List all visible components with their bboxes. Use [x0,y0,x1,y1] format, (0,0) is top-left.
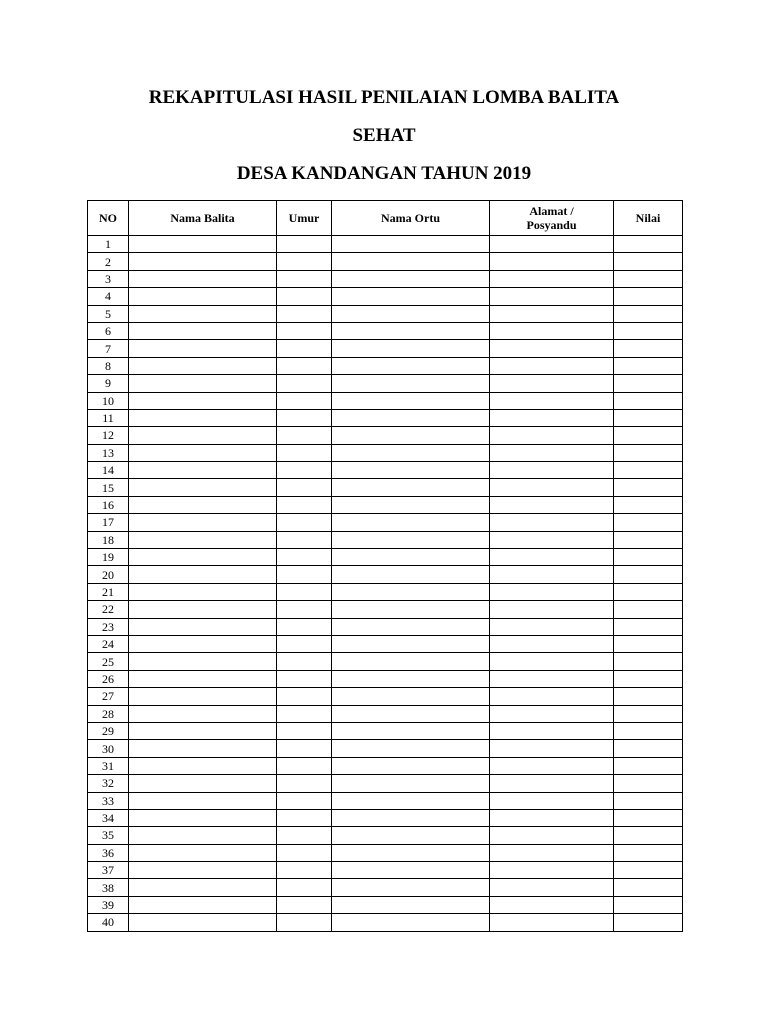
cell-alamat-posyandu [490,357,614,374]
cell-umur [277,583,332,600]
cell-nama-ortu [332,757,490,774]
cell-nama-balita [129,601,277,618]
table-row [88,253,683,270]
table-row [88,757,683,774]
cell-nama-ortu [332,409,490,426]
cell-alamat-posyandu [490,496,614,513]
cell-umur [277,427,332,444]
cell-alamat-posyandu [490,531,614,548]
recap-table [87,200,683,932]
cell-no: 13 [88,444,129,461]
cell-no: 11 [88,409,129,426]
cell-no: 34 [88,809,129,826]
cell-nama-ortu [332,392,490,409]
cell-nama-balita [129,340,277,357]
cell-alamat-posyandu [490,305,614,322]
cell-nilai [614,236,683,253]
cell-nama-ortu [332,549,490,566]
table-row [88,288,683,305]
table-row [88,392,683,409]
cell-alamat-posyandu [490,236,614,253]
cell-no: 8 [88,357,129,374]
header-alamat-posyandu [490,201,614,236]
cell-no: 35 [88,827,129,844]
cell-alamat-posyandu [490,375,614,392]
cell-alamat-posyandu [490,670,614,687]
cell-nama-ortu [332,322,490,339]
cell-alamat-posyandu [490,409,614,426]
cell-nilai [614,340,683,357]
cell-nama-balita [129,427,277,444]
cell-no: 22 [88,601,129,618]
cell-alamat-posyandu [490,479,614,496]
cell-umur [277,514,332,531]
cell-nama-ortu [332,879,490,896]
cell-nama-balita [129,479,277,496]
cell-alamat-posyandu [490,270,614,287]
cell-nilai [614,322,683,339]
cell-umur [277,236,332,253]
cell-umur [277,879,332,896]
cell-no: 15 [88,479,129,496]
cell-umur [277,844,332,861]
table-row [88,862,683,879]
table-row [88,566,683,583]
cell-nama-ortu [332,340,490,357]
cell-umur [277,531,332,548]
cell-no: 16 [88,496,129,513]
cell-nilai [614,583,683,600]
cell-alamat-posyandu [490,740,614,757]
cell-nama-balita [129,896,277,913]
cell-no: 25 [88,653,129,670]
cell-alamat-posyandu [490,322,614,339]
cell-alamat-posyandu [490,288,614,305]
header-nama-balita: Nama Balita [129,201,277,236]
document-title [0,84,768,183]
table-row [88,514,683,531]
table-row [88,409,683,426]
table-row [88,462,683,479]
cell-nilai [614,566,683,583]
cell-no: 26 [88,670,129,687]
table-row [88,775,683,792]
cell-nama-balita [129,531,277,548]
cell-alamat-posyandu [490,688,614,705]
cell-nama-ortu [332,914,490,931]
cell-no: 14 [88,462,129,479]
cell-nilai [614,705,683,722]
cell-nilai [614,844,683,861]
cell-umur [277,549,332,566]
cell-alamat-posyandu [490,549,614,566]
cell-no: 24 [88,635,129,652]
cell-nilai [614,653,683,670]
table-row [88,444,683,461]
cell-nama-balita [129,670,277,687]
cell-alamat-posyandu [490,635,614,652]
cell-alamat-posyandu [490,601,614,618]
table-row [88,618,683,635]
cell-alamat-posyandu [490,896,614,913]
cell-alamat-posyandu [490,792,614,809]
table-row [88,896,683,913]
cell-alamat-posyandu [490,914,614,931]
cell-no: 37 [88,862,129,879]
title-line-1: REKAPITULASI HASIL PENILAIAN LOMBA BALITA [148,87,620,108]
cell-umur [277,479,332,496]
cell-nilai [614,392,683,409]
cell-nama-ortu [332,635,490,652]
cell-umur [277,305,332,322]
cell-nama-ortu [332,375,490,392]
header-umur: Umur [277,201,332,236]
cell-alamat-posyandu [490,757,614,774]
cell-nama-ortu [332,288,490,305]
header-nama-ortu: Nama Ortu [332,201,490,236]
cell-no: 2 [88,253,129,270]
cell-nama-balita [129,392,277,409]
cell-no: 32 [88,775,129,792]
cell-no: 20 [88,566,129,583]
cell-nilai [614,688,683,705]
table-row [88,427,683,444]
cell-no: 9 [88,375,129,392]
cell-no: 31 [88,757,129,774]
cell-nama-ortu [332,896,490,913]
header-alamat-line-1: Alamat / [529,204,574,218]
header-nilai: Nilai [614,201,683,236]
cell-no: 1 [88,236,129,253]
header-no: NO [88,201,129,236]
cell-nilai [614,670,683,687]
cell-nilai [614,757,683,774]
cell-alamat-posyandu [490,844,614,861]
cell-nama-ortu [332,775,490,792]
cell-umur [277,862,332,879]
cell-nama-ortu [332,357,490,374]
cell-nilai [614,288,683,305]
cell-no: 7 [88,340,129,357]
cell-alamat-posyandu [490,722,614,739]
cell-nama-ortu [332,514,490,531]
cell-nama-ortu [332,670,490,687]
cell-alamat-posyandu [490,427,614,444]
cell-umur [277,809,332,826]
table-row [88,270,683,287]
cell-nama-ortu [332,566,490,583]
cell-alamat-posyandu [490,566,614,583]
cell-umur [277,653,332,670]
cell-nilai [614,775,683,792]
table-row [88,653,683,670]
cell-nilai [614,827,683,844]
cell-alamat-posyandu [490,653,614,670]
cell-nama-ortu [332,479,490,496]
cell-nama-balita [129,566,277,583]
cell-no: 39 [88,896,129,913]
table-row [88,792,683,809]
cell-nilai [614,514,683,531]
cell-alamat-posyandu [490,809,614,826]
cell-nama-ortu [332,496,490,513]
cell-umur [277,409,332,426]
cell-nama-balita [129,757,277,774]
cell-nama-balita [129,740,277,757]
cell-no: 12 [88,427,129,444]
cell-umur [277,357,332,374]
cell-no: 18 [88,531,129,548]
cell-nilai [614,601,683,618]
cell-alamat-posyandu [490,775,614,792]
cell-umur [277,462,332,479]
cell-no: 40 [88,914,129,931]
title-line-2: SEHAT [352,125,416,146]
cell-nilai [614,549,683,566]
cell-nilai [614,375,683,392]
table-row [88,479,683,496]
table-row [88,670,683,687]
cell-nilai [614,462,683,479]
cell-nilai [614,792,683,809]
cell-nama-balita [129,583,277,600]
cell-nilai [614,496,683,513]
cell-nama-balita [129,827,277,844]
cell-alamat-posyandu [490,462,614,479]
cell-nama-balita [129,305,277,322]
cell-nama-balita [129,462,277,479]
cell-nama-ortu [332,809,490,826]
cell-nama-ortu [332,253,490,270]
cell-no: 30 [88,740,129,757]
cell-nilai [614,253,683,270]
cell-nama-ortu [332,462,490,479]
cell-umur [277,757,332,774]
cell-nama-balita [129,288,277,305]
cell-nama-balita [129,862,277,879]
cell-nama-balita [129,444,277,461]
table-header-row [88,201,683,236]
cell-umur [277,601,332,618]
cell-nama-balita [129,879,277,896]
cell-nama-balita [129,496,277,513]
cell-nilai [614,444,683,461]
table-body [88,236,683,932]
cell-nama-balita [129,236,277,253]
table-row [88,322,683,339]
cell-nama-balita [129,775,277,792]
cell-umur [277,722,332,739]
cell-no: 10 [88,392,129,409]
cell-nama-balita [129,375,277,392]
cell-umur [277,740,332,757]
cell-nama-balita [129,653,277,670]
cell-umur [277,775,332,792]
cell-nama-balita [129,409,277,426]
cell-nama-balita [129,722,277,739]
cell-alamat-posyandu [490,514,614,531]
cell-nama-ortu [332,740,490,757]
table-row [88,722,683,739]
cell-nama-ortu [332,531,490,548]
cell-umur [277,688,332,705]
cell-nama-ortu [332,270,490,287]
cell-nama-ortu [332,844,490,861]
cell-nama-ortu [332,618,490,635]
cell-nama-balita [129,635,277,652]
cell-no: 5 [88,305,129,322]
cell-umur [277,827,332,844]
table-row [88,914,683,931]
cell-umur [277,566,332,583]
cell-no: 19 [88,549,129,566]
cell-nama-ortu [332,688,490,705]
cell-nama-balita [129,253,277,270]
table-row [88,827,683,844]
cell-nama-ortu [332,653,490,670]
cell-no: 3 [88,270,129,287]
cell-no: 27 [88,688,129,705]
table-row [88,601,683,618]
cell-no: 36 [88,844,129,861]
cell-umur [277,392,332,409]
cell-nama-balita [129,514,277,531]
cell-nama-ortu [332,236,490,253]
cell-no: 38 [88,879,129,896]
cell-nilai [614,896,683,913]
cell-alamat-posyandu [490,444,614,461]
table-row [88,635,683,652]
cell-nama-balita [129,914,277,931]
cell-umur [277,340,332,357]
cell-alamat-posyandu [490,392,614,409]
cell-nama-ortu [332,862,490,879]
cell-nama-balita [129,322,277,339]
table-row [88,357,683,374]
cell-umur [277,270,332,287]
table-row [88,236,683,253]
cell-alamat-posyandu [490,618,614,635]
table-row [88,375,683,392]
cell-umur [277,375,332,392]
cell-nilai [614,409,683,426]
cell-nilai [614,357,683,374]
table-row [88,705,683,722]
cell-alamat-posyandu [490,583,614,600]
cell-nama-balita [129,357,277,374]
header-alamat-line-2: Posyandu [526,218,577,232]
cell-nilai [614,427,683,444]
cell-umur [277,322,332,339]
table-row [88,583,683,600]
cell-nilai [614,914,683,931]
cell-nama-ortu [332,427,490,444]
cell-alamat-posyandu [490,253,614,270]
cell-nama-ortu [332,792,490,809]
cell-umur [277,288,332,305]
cell-nilai [614,531,683,548]
table-row [88,305,683,322]
table-row [88,809,683,826]
cell-nama-ortu [332,444,490,461]
cell-nilai [614,722,683,739]
cell-nilai [614,740,683,757]
cell-no: 4 [88,288,129,305]
cell-no: 29 [88,722,129,739]
table-row [88,844,683,861]
cell-nilai [614,479,683,496]
cell-nama-balita [129,705,277,722]
cell-nama-ortu [332,601,490,618]
cell-no: 28 [88,705,129,722]
cell-no: 21 [88,583,129,600]
table-row [88,740,683,757]
cell-umur [277,635,332,652]
cell-no: 33 [88,792,129,809]
cell-nama-ortu [332,827,490,844]
cell-umur [277,896,332,913]
cell-nama-ortu [332,305,490,322]
cell-nilai [614,305,683,322]
cell-alamat-posyandu [490,827,614,844]
cell-umur [277,444,332,461]
cell-nilai [614,618,683,635]
table-row [88,549,683,566]
cell-nilai [614,809,683,826]
cell-nama-balita [129,688,277,705]
title-line-3: DESA KANDANGAN TAHUN 2019 [236,163,532,184]
cell-nilai [614,635,683,652]
cell-nama-balita [129,618,277,635]
cell-nilai [614,862,683,879]
cell-no: 23 [88,618,129,635]
cell-umur [277,705,332,722]
cell-umur [277,253,332,270]
cell-nama-ortu [332,583,490,600]
cell-no: 17 [88,514,129,531]
table-row [88,879,683,896]
cell-nama-ortu [332,705,490,722]
table-row [88,340,683,357]
cell-umur [277,914,332,931]
cell-nama-balita [129,549,277,566]
cell-no: 6 [88,322,129,339]
cell-nama-balita [129,844,277,861]
cell-umur [277,792,332,809]
table-row [88,688,683,705]
cell-umur [277,496,332,513]
cell-nama-ortu [332,722,490,739]
cell-nilai [614,270,683,287]
cell-alamat-posyandu [490,340,614,357]
table-row [88,496,683,513]
cell-alamat-posyandu [490,705,614,722]
cell-nilai [614,879,683,896]
cell-umur [277,618,332,635]
cell-umur [277,670,332,687]
cell-alamat-posyandu [490,879,614,896]
table-row [88,531,683,548]
cell-nama-balita [129,792,277,809]
cell-alamat-posyandu [490,862,614,879]
cell-nama-balita [129,809,277,826]
cell-nama-balita [129,270,277,287]
